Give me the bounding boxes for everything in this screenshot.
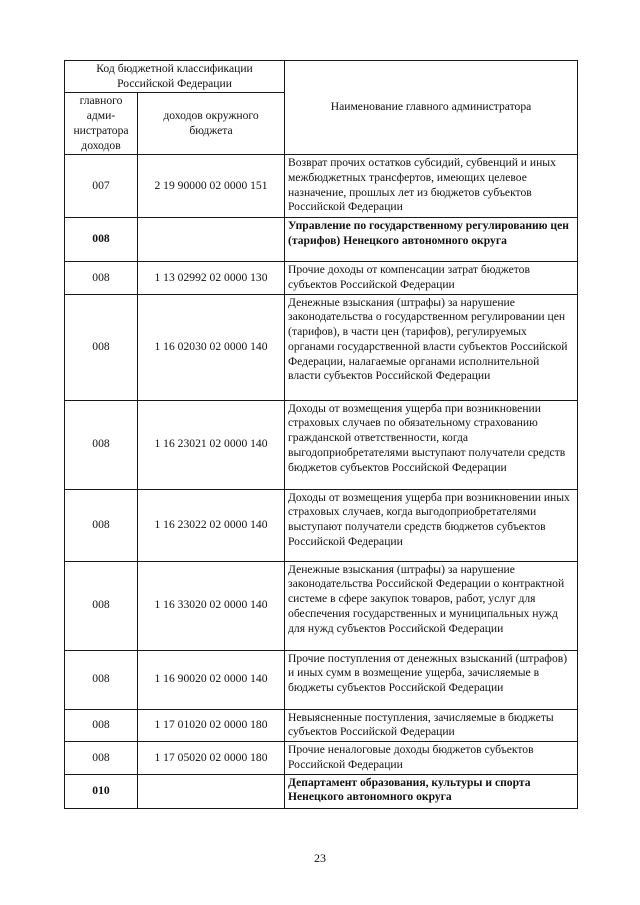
revenue-code-cell: 1 17 01020 02 0000 180	[138, 709, 285, 741]
table-row	[65, 774, 578, 808]
admin-code-cell: 008	[65, 742, 138, 774]
revenue-code-cell: 2 19 90000 02 0000 151	[138, 155, 285, 218]
table-row	[65, 262, 578, 294]
revenue-code-cell	[138, 774, 285, 808]
table-row	[65, 218, 578, 262]
revenue-code-cell	[138, 218, 285, 262]
page-number: 23	[314, 851, 326, 865]
table-row	[65, 650, 578, 709]
admin-code-cell: 008	[65, 262, 138, 294]
table-row	[65, 561, 578, 650]
admin-name-cell: Доходы от возмещения ущерба при возникновении страховых случаев по обязательному страхованию гражданской ответственности, когда выгодоприобретателями выступают получатели средств бюджетов субъектов Российской Федерации	[285, 400, 578, 489]
admin-code-cell: 008	[65, 294, 138, 400]
table-body	[65, 155, 578, 808]
admin-name-cell: Управление по государственному регулированию цен (тарифов) Ненецкого автономного округа	[285, 218, 578, 262]
admin-code-cell: 008	[65, 709, 138, 741]
table-row	[65, 709, 578, 741]
admin-name-cell: Денежные взыскания (штрафы) за нарушение законодательства Российской Федерации о контрактной системе в сфере закупок товаров, работ, услуг для обеспечения государственных и муниципальных нужд для нужд субъектов Российской Федерации	[285, 561, 578, 650]
admin-name-cell: Денежные взыскания (штрафы) за нарушение законодательства о государственном регулировании цен (тарифов), в части цен (тарифов), регулируемых органами государственной власти субъектов Российской Федерации, налагаемые органами исполнительной власти субъектов Российской Федерации	[285, 294, 578, 400]
revenue-code-cell: 1 16 23021 02 0000 140	[138, 400, 285, 489]
header-revenue-code-cell: доходов окружного бюджета	[138, 93, 285, 155]
revenue-code-cell: 1 16 23022 02 0000 140	[138, 489, 285, 561]
revenue-code-cell: 1 16 02030 02 0000 140	[138, 294, 285, 400]
admin-code-cell: 010	[65, 774, 138, 808]
header-name-cell: Наименование главного администратора	[285, 61, 578, 155]
admin-name-cell: Департамент образования, культуры и спорта Ненецкого автономного округа	[285, 774, 578, 808]
header-group-cell: Код бюджетной классификации Российской Федерации	[65, 61, 285, 93]
admin-name-cell: Прочие неналоговые доходы бюджетов субъектов Российской Федерации	[285, 742, 578, 774]
table-row	[65, 489, 578, 561]
revenue-code-cell: 1 16 90020 02 0000 140	[138, 650, 285, 709]
header-row	[65, 61, 578, 93]
revenue-code-cell: 1 13 02992 02 0000 130	[138, 262, 285, 294]
admin-code-cell: 007	[65, 155, 138, 218]
admin-name-cell: Невыясненные поступления, зачисляемые в бюджеты субъектов Российской Федерации	[285, 709, 578, 741]
budget-classification-table	[64, 60, 578, 809]
revenue-code-cell: 1 16 33020 02 0000 140	[138, 561, 285, 650]
table-row	[65, 742, 578, 774]
admin-code-cell: 008	[65, 400, 138, 489]
admin-code-cell: 008	[65, 489, 138, 561]
admin-name-cell: Возврат прочих остатков субсидий, субвенций и иных межбюджетных трансфертов, имеющих целевое назначение, прошлых лет из бюджетов субъектов Российской Федерации	[285, 155, 578, 218]
table-row	[65, 155, 578, 218]
admin-name-cell: Доходы от возмещения ущерба при возникновении иных страховых случаев, когда выгодоприобретателями выступают получатели средств бюджетов субъектов Российской Федерации	[285, 489, 578, 561]
admin-name-cell: Прочие доходы от компенсации затрат бюджетов субъектов Российской Федерации	[285, 262, 578, 294]
table-row	[65, 294, 578, 400]
header-admin-code-cell: главного адми-нистратора доходов	[65, 93, 138, 155]
table-row	[65, 400, 578, 489]
admin-code-cell: 008	[65, 218, 138, 262]
admin-code-cell: 008	[65, 650, 138, 709]
admin-name-cell: Прочие поступления от денежных взысканий (штрафов) и иных сумм в возмещение ущерба, зачисляемые в бюджеты субъектов Российской Федерации	[285, 650, 578, 709]
revenue-code-cell: 1 17 05020 02 0000 180	[138, 742, 285, 774]
admin-code-cell: 008	[65, 561, 138, 650]
